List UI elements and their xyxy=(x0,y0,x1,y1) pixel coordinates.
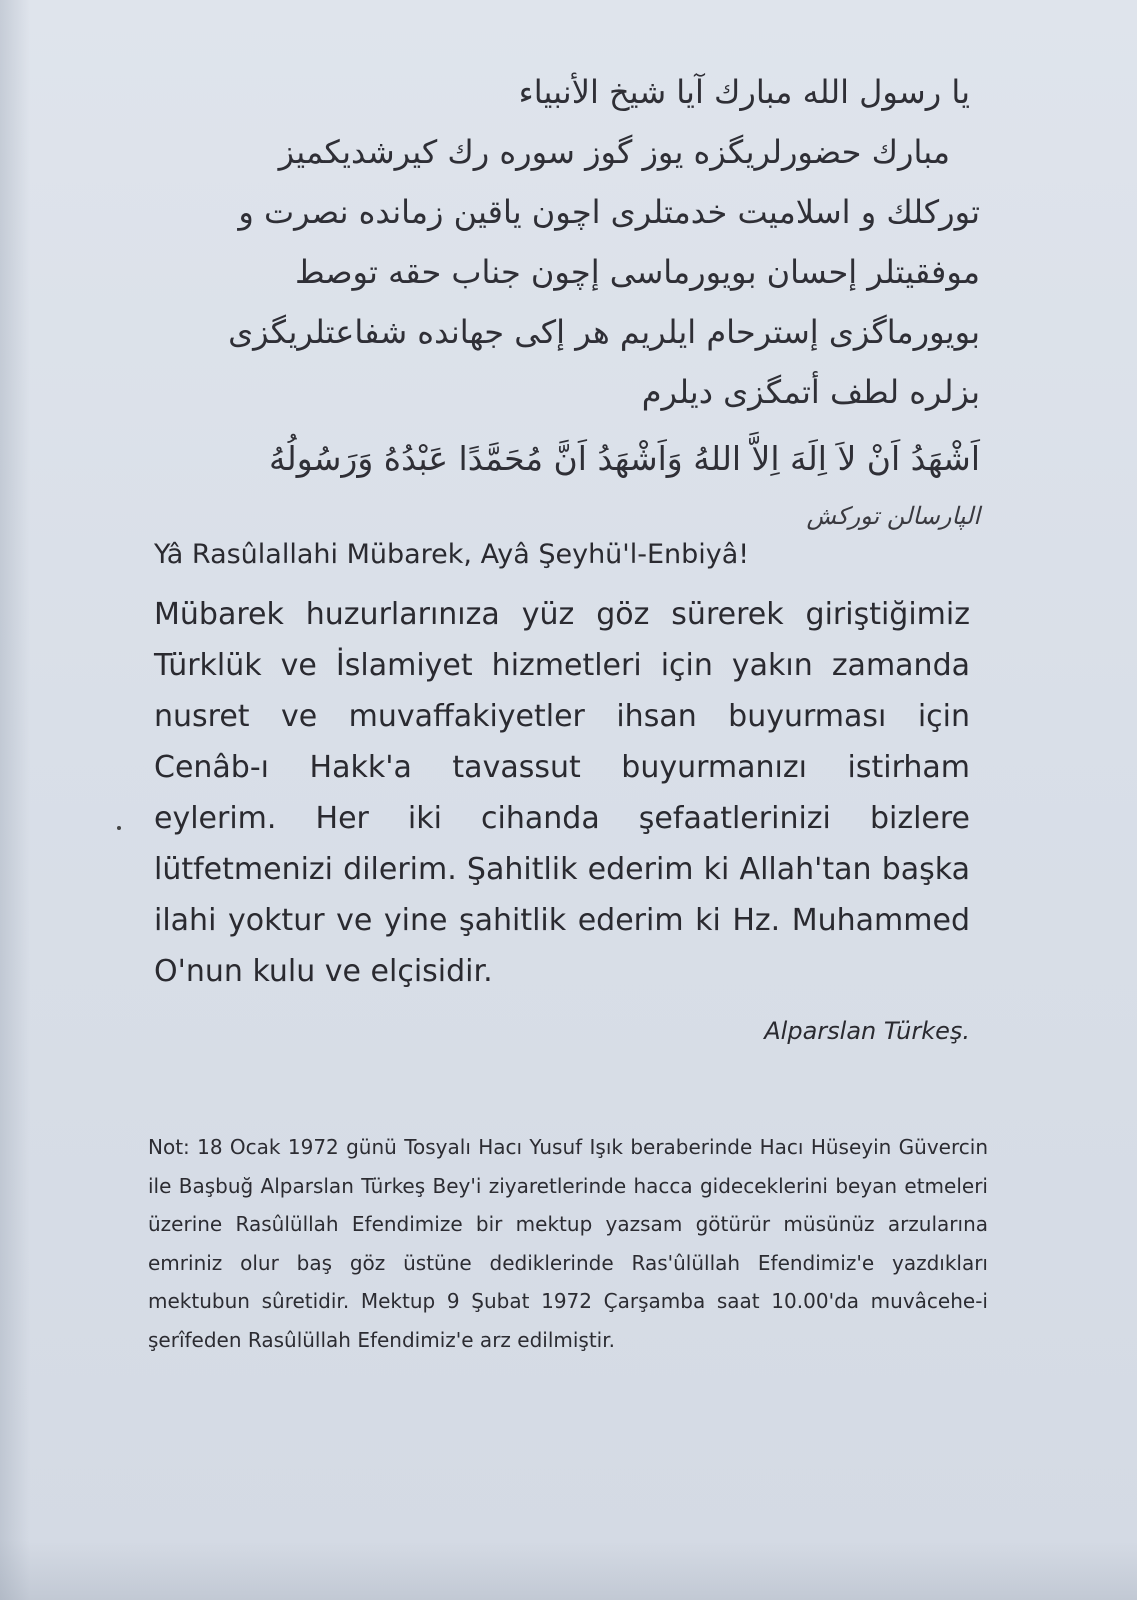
letter-greeting: Yâ Rasûlallahi Mübarek, Ayâ Şeyhü'l-Enbiyâ! xyxy=(154,539,750,570)
letter-body: Mübarek huzurlarınıza yüz göz sürerek giriştiğimiz Türklük ve İslamiyet hizmetleri için yakın zamanda nusret ve muvaffakiyetler ihsan buyurması için Cenâb-ı Hakk'a tavassut buyurmanızı istirham eylerim. Her iki cihanda şefaatlerinizi bizlere lütfetmenizi dilerim. Şahitlik ederim ki Allah'tan başka ilahi yoktur ve yine şahitlik ederim ki Hz. Muhammed O'nun kulu ve elçisidir. xyxy=(154,597,970,989)
arabic-line-6: بزلره لطف أتمگزى ديلرم xyxy=(641,373,980,411)
arabic-line-3: توركلك و اسلاميت خدمتلرى اچون ياقين زمانده نصرت و xyxy=(238,193,980,231)
arabic-shahada: اَشْهَدُ اَنْ لاَ اِلَهَ اِلاَّ اللهُ وَاَشْهَدُ اَنَّ مُحَمَّدًا عَبْدُهُ وَرَسُولُهُ xyxy=(268,439,980,478)
arabic-line-4: موفقيتلر إحسان بويورماسى إچون جناب حقه توصط xyxy=(294,253,980,291)
arabic-line-1: يا رسول الله مبارك آيا شيخ الأنبياء xyxy=(518,73,970,111)
arabic-line-2: مبارك حضورلريگزه يوز گوز سوره رك كيرشديكميز xyxy=(278,133,950,171)
page-shadow-bottom xyxy=(0,1540,1137,1600)
ink-dot xyxy=(117,826,121,830)
turkish-letter xyxy=(154,535,970,1045)
letter-signature: Alparslan Türkeş. xyxy=(764,1017,970,1045)
arabic-signature: الپارسالن توركش xyxy=(806,502,980,530)
arabic-line-5: بويورماگزى إسترحام ايلريم هر إكى جهانده شفاعتلريگزى xyxy=(228,313,980,351)
footnote: Not: 18 Ocak 1972 günü Tosyalı Hacı Yusuf Işık beraberinde Hacı Hüseyin Güvercin ile Başbuğ Alparslan Türkeş Bey'i ziyaretlerinde hacca gideceklerini beyan etmeleri üzerine Rasûlüllah Efendimize bir mektup yazsam götürür müsünüz arzularına emriniz olur baş göz üstüne dediklerinde Ras'ûlüllah Efendimiz'e yazdıkları mektubun sûretidir. Mektup 9 Şubat 1972 Çarşamba saat 10.00'da muvâcehe-i şerîfeden Rasûlüllah Efendimiz'e arz edilmiştir. xyxy=(148,1135,988,1352)
arabic-letter xyxy=(150,62,980,540)
page-shadow-left xyxy=(0,0,30,1600)
